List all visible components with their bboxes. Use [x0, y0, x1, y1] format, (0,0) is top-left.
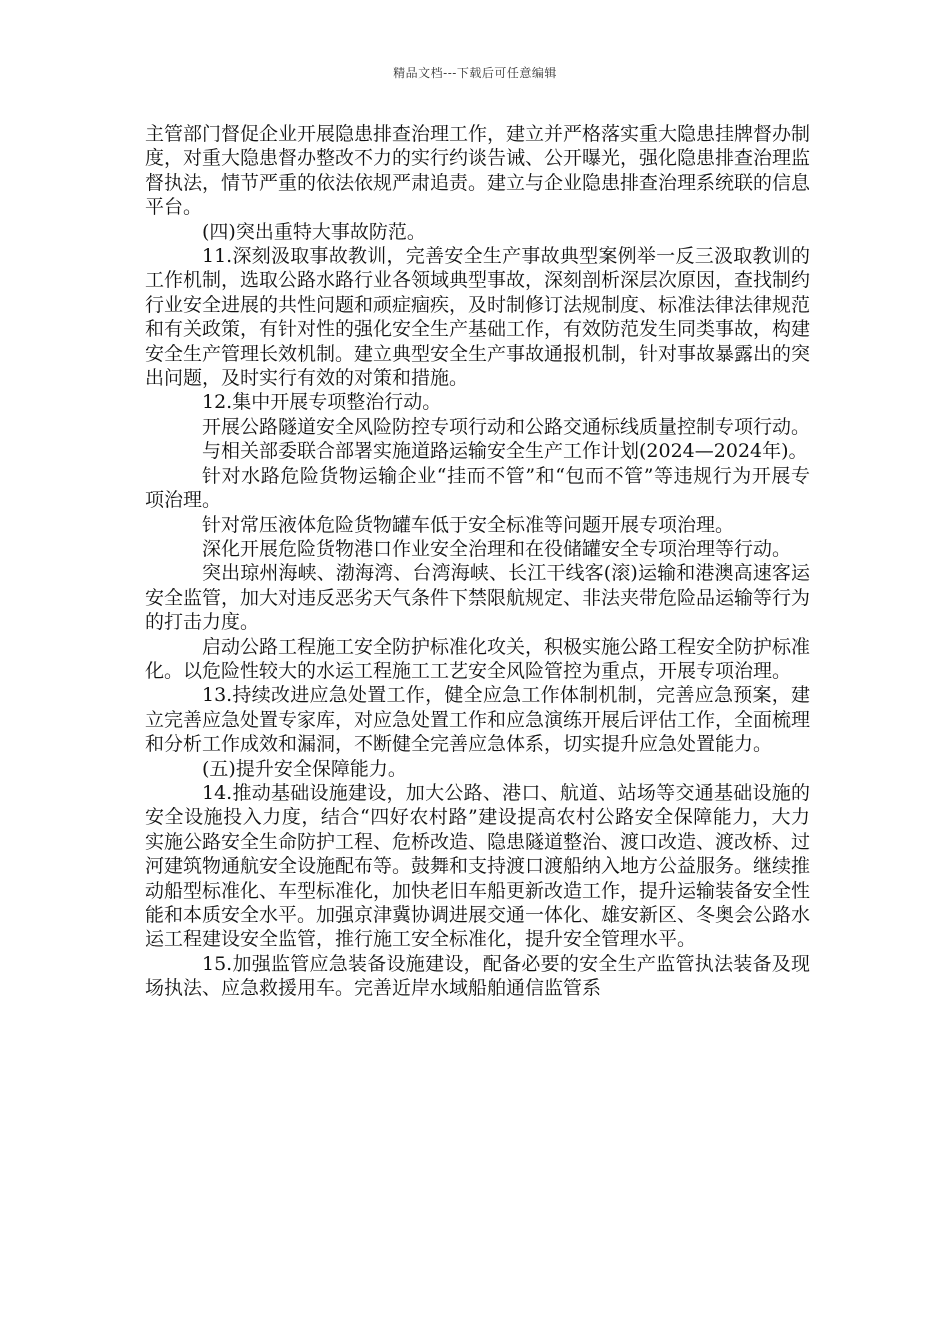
paragraph: 突出琼州海峡、渤海湾、台湾海峡、长江干线客(滚)运输和港澳高速客运安全监管，加大对违反恶劣天气条件下禁限航规定、非法夹带危险品运输等行为的打击力度。: [145, 562, 811, 634]
paragraph: 14.推动基础设施建设，加大公路、港口、航道、站场等交通基础设施的安全设施投入力度，结合“四好农村路”建设提高农村公路安全保障能力，大力实施公路安全生命防护工程、危桥改造、隐患隧道整治、渡口改造、渡改桥、过河建筑物通航安全设施配布等。鼓舞和支持渡口渡船纳入地方公益服务。继续推动船型标准化、车型标准化，加快老旧车船更新改造工作，提升运输装备安全性能和本质安全水平。加强京津冀协调进展交通一体化、雄安新区、冬奥会公路水运工程建设安全监管，推行施工安全标准化，提升安全管理水平。: [145, 781, 811, 951]
document-body: [145, 122, 810, 1001]
paragraph: 深化开展危险货物港口作业安全治理和在役储罐安全专项治理等行动。: [202, 537, 792, 560]
paragraph: (五)提升安全保障能力。: [202, 757, 407, 780]
paragraph: 15.加强监管应急装备设施建设，配备必要的安全生产监管执法装备及现场执法、应急救援用车。完善近岸水域船舶通信监管系: [145, 952, 810, 1000]
paragraph: 针对水路危险货物运输企业“挂而不管”和“包而不管”等违规行为开展专项治理。: [145, 464, 810, 512]
paragraph: 12.集中开展专项整治行动。: [202, 391, 442, 414]
paragraph: 启动公路工程施工安全防护标准化攻关，积极实施公路工程安全防护标准化。以危险性较大的水运工程施工工艺安全风险管控为重点，开展专项治理。: [145, 635, 811, 682]
paragraph: 主管部门督促企业开展隐患排查治理工作，建立并严格落实重大隐患挂牌督办制度，对重大隐患督办整改不力的实行约谈告诫、公开曝光，强化隐患排查治理监督执法，情节严重的依法依规严肃追责。建立与企业隐患排查治理系统联的信息平台。: [145, 123, 811, 219]
paragraph: 11.深刻汲取事故教训，完善安全生产事故典型案例举一反三汲取教训的工作机制，选取公路水路行业各领域典型事故，深刻剖析深层次原因，查找制约行业安全进展的共性问题和顽症痼疾，及时制修订法规制度、标准法律法律规范和有关政策，有针对性的强化安全生产基础工作，有效防范发生同类事故，构建安全生产管理长效机制。建立典型安全生产事故通报机制，针对事故暴露出的突出问题，及时实行有效的对策和措施。: [145, 245, 811, 390]
paragraph: 与相关部委联合部署实施道路运输安全生产工作计划(2024—2024年)。: [202, 440, 808, 463]
paragraph: (四)突出重特大事故防范。: [202, 220, 426, 243]
paragraph: 13.持续改进应急处置工作，健全应急工作体制机制，完善应急预案，建立完善应急处置专家库，对应急处置工作和应急演练开展后评估工作，全面梳理和分析工作成效和漏洞，不断健全完善应急体系，切实提升应急处置能力。: [145, 684, 811, 756]
paragraph: 针对常压液体危险货物罐车低于安全标准等问题开展专项治理。: [202, 513, 735, 536]
paragraph: 开展公路隧道安全风险防控专项行动和公路交通标线质量控制专项行动。: [202, 415, 811, 438]
page-header: 精品文档---下载后可任意编辑: [393, 66, 557, 80]
